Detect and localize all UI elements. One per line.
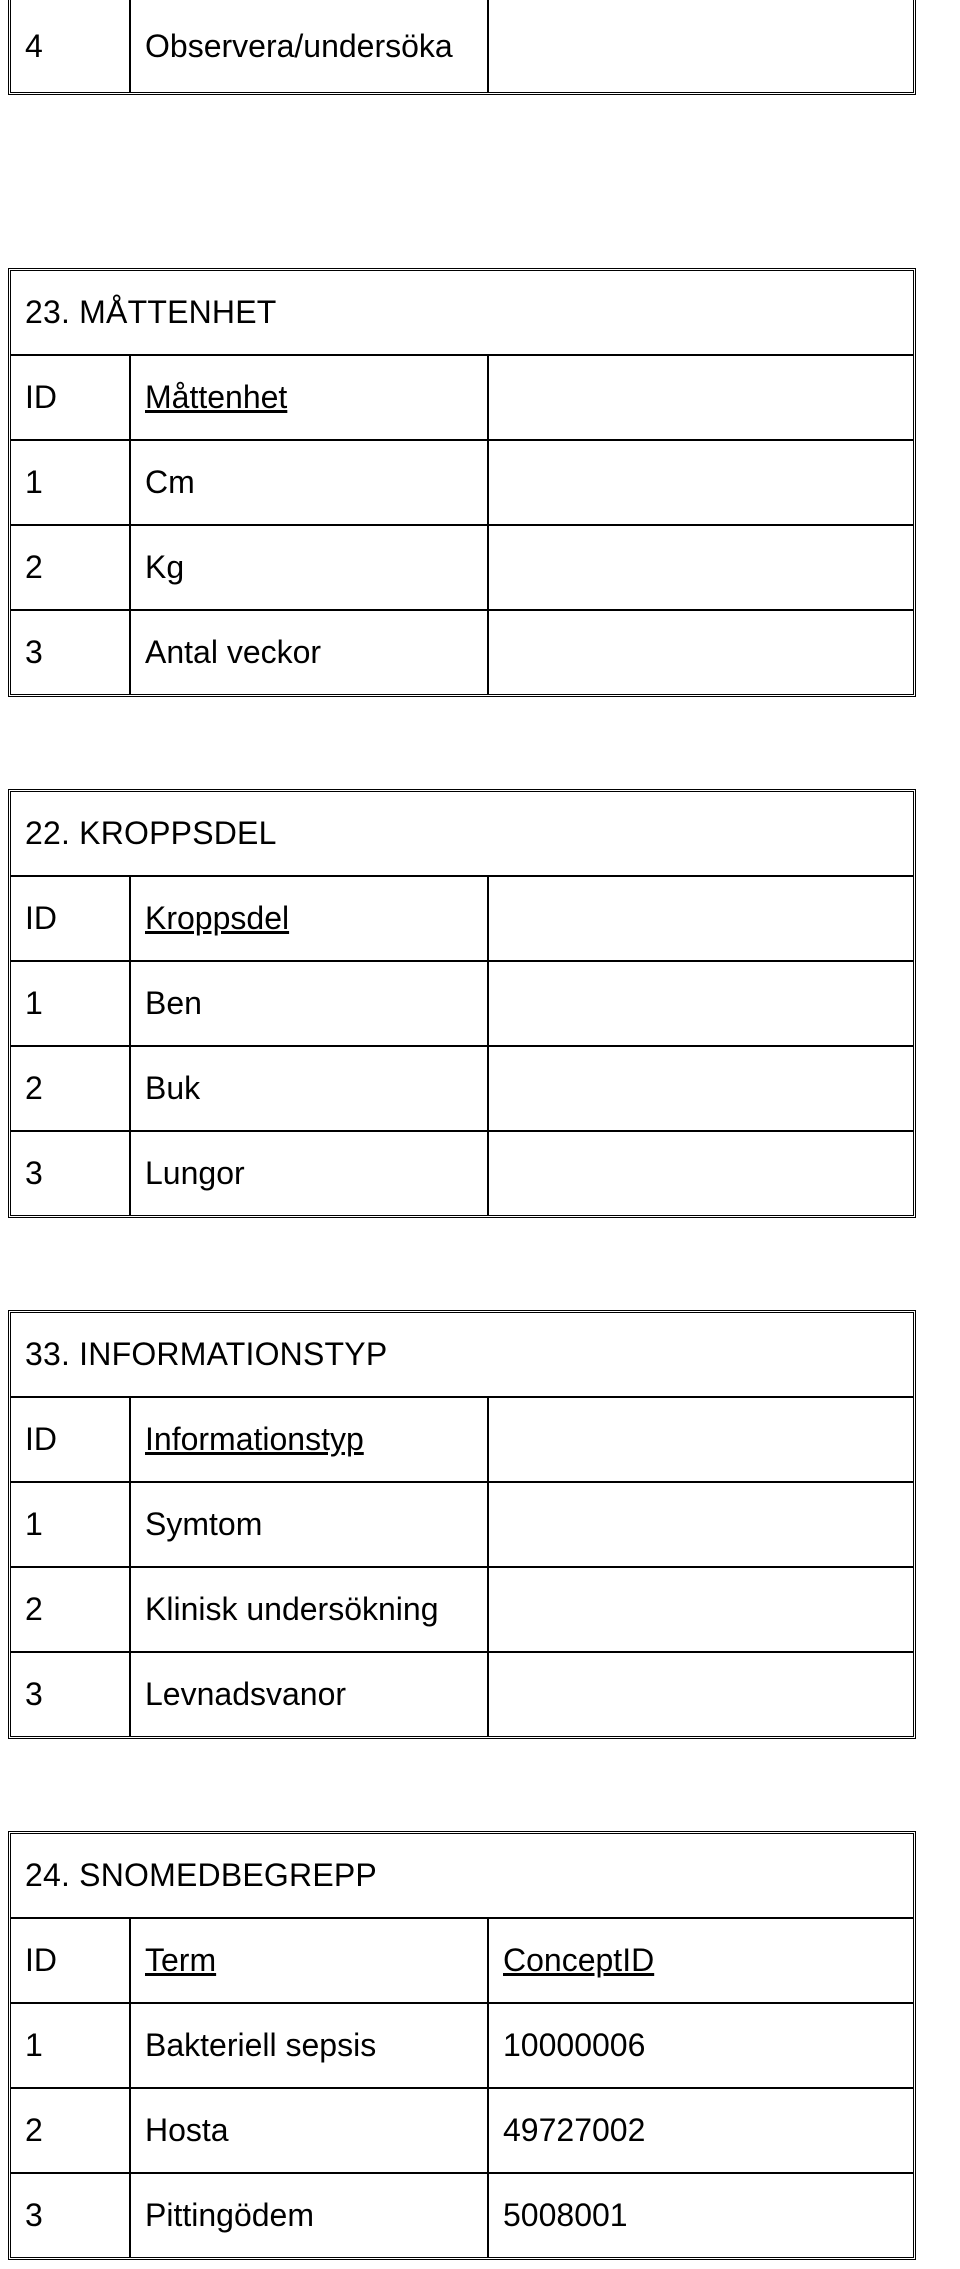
row-id: 2 (11, 2088, 130, 2173)
observation-table (8, 0, 916, 95)
table-row (11, 1482, 913, 1567)
row-name: Ben (130, 961, 488, 1046)
row-id: 1 (11, 2003, 130, 2088)
table-row (11, 1046, 913, 1131)
empty-cell (488, 961, 913, 1046)
empty-cell (488, 1046, 913, 1131)
table-header-row (11, 355, 913, 440)
table-row (11, 525, 913, 610)
id-header: ID (11, 876, 130, 961)
empty-cell (488, 1567, 913, 1652)
snomedbegrepp-table (8, 1831, 916, 2260)
table-row (11, 610, 913, 694)
row-name: Cm (130, 440, 488, 525)
row-id: 2 (11, 525, 130, 610)
row-id: 3 (11, 610, 130, 694)
informationstyp-table (8, 1310, 916, 1739)
row-name: Kg (130, 525, 488, 610)
id-header: ID (11, 1397, 130, 1482)
row-name: Symtom (130, 1482, 488, 1567)
table-title-row (11, 1834, 913, 1918)
table-row (11, 961, 913, 1046)
table-header-row (11, 1918, 913, 2003)
table-title: 24. SNOMEDBEGREPP (11, 1834, 913, 1918)
table-title: 33. INFORMATIONSTYP (11, 1313, 913, 1397)
row-id: 1 (11, 1482, 130, 1567)
row-id: 1 (11, 440, 130, 525)
row-name: Lungor (130, 1131, 488, 1215)
row-id: 4 (11, 0, 130, 92)
row-id: 3 (11, 2173, 130, 2257)
table-row (11, 2088, 913, 2173)
row-name: Antal veckor (130, 610, 488, 694)
empty-cell (488, 525, 913, 610)
table-row (11, 1131, 913, 1215)
row-id: 2 (11, 1567, 130, 1652)
row-term: Hosta (130, 2088, 488, 2173)
table-row (11, 1567, 913, 1652)
row-name: Klinisk undersökning (130, 1567, 488, 1652)
table-row (11, 0, 913, 92)
row-id: 3 (11, 1131, 130, 1215)
empty-cell (488, 1131, 913, 1215)
row-term: Bakteriell sepsis (130, 2003, 488, 2088)
table-row (11, 2173, 913, 2257)
row-id: 3 (11, 1652, 130, 1736)
concept-header: ConceptID (488, 1918, 913, 2003)
table-row (11, 440, 913, 525)
term-header: Term (130, 1918, 488, 2003)
row-concept-id: 10000006 (488, 2003, 913, 2088)
table-row (11, 2003, 913, 2088)
row-concept-id: 5008001 (488, 2173, 913, 2257)
table-title: 23. MÅTTENHET (11, 271, 913, 355)
table-header-row (11, 1397, 913, 1482)
empty-cell (488, 1482, 913, 1567)
table-title-row (11, 792, 913, 876)
row-name: Levnadsvanor (130, 1652, 488, 1736)
id-header: ID (11, 1918, 130, 2003)
empty-cell (488, 0, 913, 92)
empty-cell (488, 1652, 913, 1736)
id-header: ID (11, 355, 130, 440)
table-title-row (11, 1313, 913, 1397)
name-header: Måttenhet (130, 355, 488, 440)
empty-cell (488, 355, 913, 440)
row-id: 2 (11, 1046, 130, 1131)
row-name: Buk (130, 1046, 488, 1131)
table-header-row (11, 876, 913, 961)
empty-cell (488, 1397, 913, 1482)
empty-cell (488, 610, 913, 694)
row-label: Observera/undersöka (130, 0, 488, 92)
empty-cell (488, 876, 913, 961)
row-term: Pittingödem (130, 2173, 488, 2257)
row-id: 1 (11, 961, 130, 1046)
kroppsdel-table (8, 789, 916, 1218)
empty-cell (488, 440, 913, 525)
name-header: Kroppsdel (130, 876, 488, 961)
name-header: Informationstyp (130, 1397, 488, 1482)
table-title-row (11, 271, 913, 355)
row-concept-id: 49727002 (488, 2088, 913, 2173)
table-row (11, 1652, 913, 1736)
mattenhet-table (8, 268, 916, 697)
table-title: 22. KROPPSDEL (11, 792, 913, 876)
